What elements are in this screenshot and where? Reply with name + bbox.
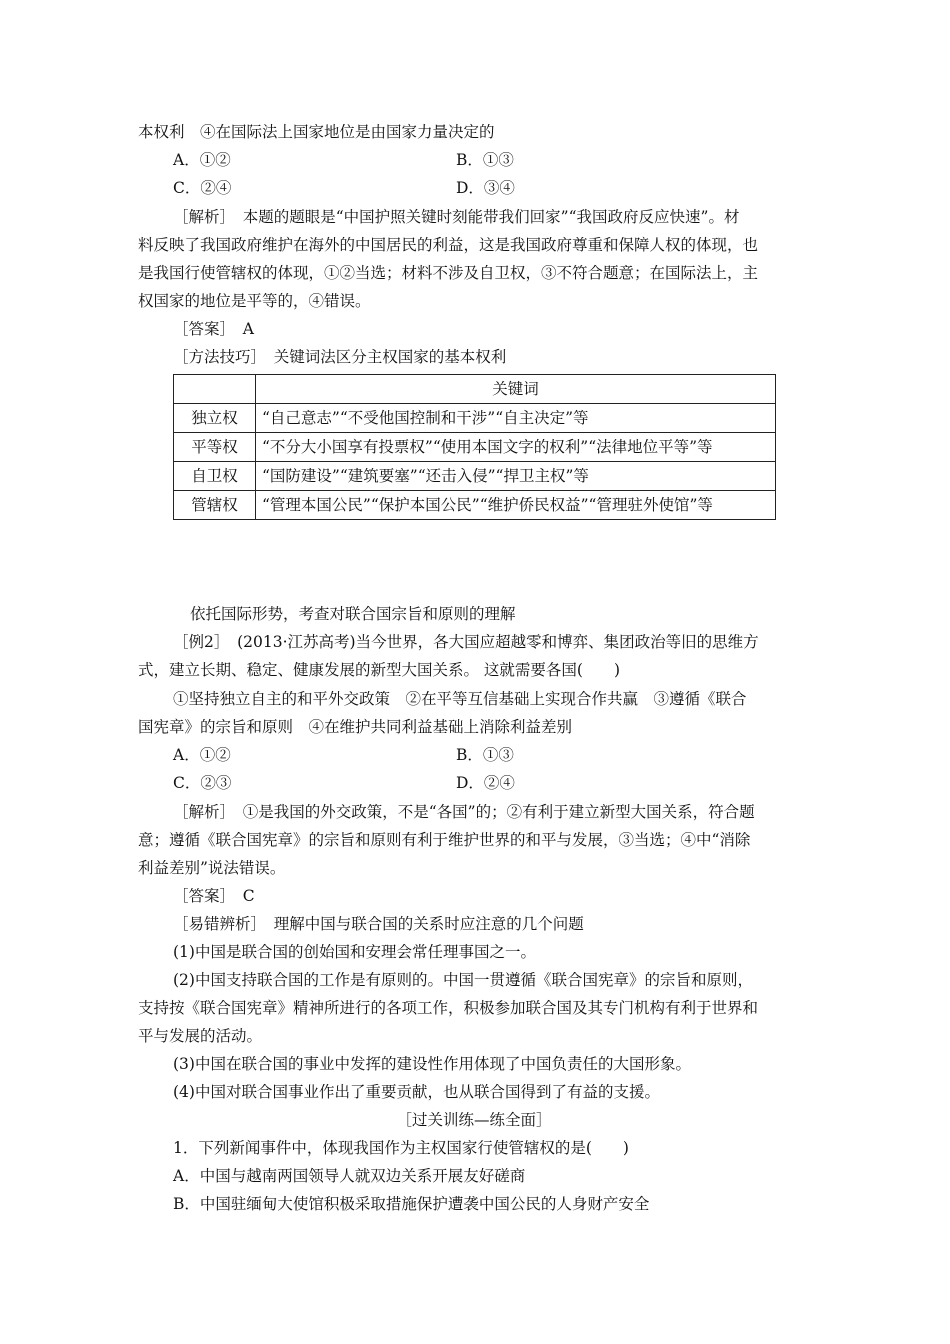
practice-option-b: B．中国驻缅甸大使馆积极采取措施保护遭袭中国公民的人身财产安全 [173, 1195, 650, 1213]
pitfall-point: (4)中国对联合国事业作出了重要贡献，也从联合国得到了有益的支援。 [173, 1083, 660, 1101]
pitfall-point: 平与发展的活动。 [138, 1027, 263, 1045]
pitfall-title: ［易错辨析］ 理解中国与联合国的关系时应注意的几个问题 [173, 915, 584, 933]
right-keywords: “管理本国公民”“保护本国公民”“维护侨民权益”“管理驻外使馆”等 [256, 491, 776, 520]
answer: ［答案］ C [173, 887, 255, 905]
right-keywords: “自己意志”“不受他国控制和干涉”“自主决定”等 [256, 404, 776, 433]
example-statements: ①坚持独立自主的和平外交政策 ②在平等互信基础上实现合作共赢 ③遵循《联合 [173, 690, 747, 708]
analysis-line: 是我国行使管辖权的体现，①②当选；材料不涉及自卫权，③不符合题意；在国际法上，主 [138, 264, 759, 282]
table-row [174, 404, 776, 433]
option-a: A．①② [173, 746, 231, 764]
section-topic: 依托国际形势，考查对联合国宗旨和原则的理解 [190, 605, 516, 623]
table-header-cell [174, 375, 256, 404]
practice-option-a: A．中国与越南两国领导人就双边关系开展友好磋商 [173, 1167, 526, 1185]
right-name: 自卫权 [174, 462, 256, 491]
practice-heading: ［过关训练—练全面］ [396, 1111, 552, 1129]
option-d: D．②④ [456, 774, 515, 792]
analysis-line: ［解析］ ①是我国的外交政策，不是“各国”的；②有利于建立新型大国关系，符合题 [173, 803, 755, 821]
question-tail: 本权利 ④在国际法上国家地位是由国家力量决定的 [138, 123, 495, 141]
table-row [174, 491, 776, 520]
example-stem: ［例2］ (2013·江苏高考)当今世界，各大国应超越零和博弈、集团政治等旧的思维方 [173, 633, 759, 651]
option-d: D．③④ [456, 179, 515, 197]
option-c: C．②④ [173, 179, 232, 197]
pitfall-point: (1)中国是联合国的创始国和安理会常任理事国之一。 [173, 943, 536, 961]
answer: ［答案］ A [173, 320, 254, 338]
option-b: B．①③ [456, 746, 514, 764]
option-b: B．①③ [456, 151, 514, 169]
practice-question: 1．下列新闻事件中，体现我国作为主权国家行使管辖权的是( ) [173, 1139, 629, 1157]
example-statements: 国宪章》的宗旨和原则 ④在维护共同利益基础上消除利益差别 [138, 718, 573, 736]
pitfall-point: (2)中国支持联合国的工作是有原则的。中国一贯遵循《联合国宪章》的宗旨和原则， [173, 971, 753, 989]
analysis-line: 权国家的地位是平等的，④错误。 [138, 292, 371, 310]
table-row [174, 433, 776, 462]
analysis-line: ［解析］ 本题的题眼是“中国护照关键时刻能带我们回家”“我国政府反应快速”。材 [173, 208, 740, 226]
option-a: A．①② [173, 151, 231, 169]
right-keywords: “不分大小国享有投票权”“使用本国文字的权利”“法律地位平等”等 [256, 433, 776, 462]
pitfall-point: (3)中国在联合国的事业中发挥的建设性作用体现了中国负责任的大国形象。 [173, 1055, 691, 1073]
right-name: 管辖权 [174, 491, 256, 520]
method-tip: ［方法技巧］ 关键词法区分主权国家的基本权利 [173, 348, 507, 366]
table-header-row [174, 375, 776, 404]
right-keywords: “国防建设”“建筑要塞”“还击入侵”“捍卫主权”等 [256, 462, 776, 491]
table-header-cell: 关键词 [256, 375, 776, 404]
analysis-line: 利益差别”说法错误。 [138, 859, 286, 877]
keyword-table [173, 374, 776, 520]
analysis-line: 料反映了我国政府维护在海外的中国居民的利益，这是我国政府尊重和保障人权的体现，也 [138, 236, 759, 254]
pitfall-point: 支持按《联合国宪章》精神所进行的各项工作，积极参加联合国及其专门机构有利于世界和 [138, 999, 759, 1017]
analysis-line: 意；遵循《联合国宪章》的宗旨和原则有利于维护世界的和平与发展，③当选；④中“消除 [138, 831, 751, 849]
right-name: 独立权 [174, 404, 256, 433]
table-row [174, 462, 776, 491]
option-c: C．②③ [173, 774, 232, 792]
right-name: 平等权 [174, 433, 256, 462]
example-stem: 式，建立长期、稳定、健康发展的新型大国关系。 这就需要各国( ) [138, 661, 621, 679]
